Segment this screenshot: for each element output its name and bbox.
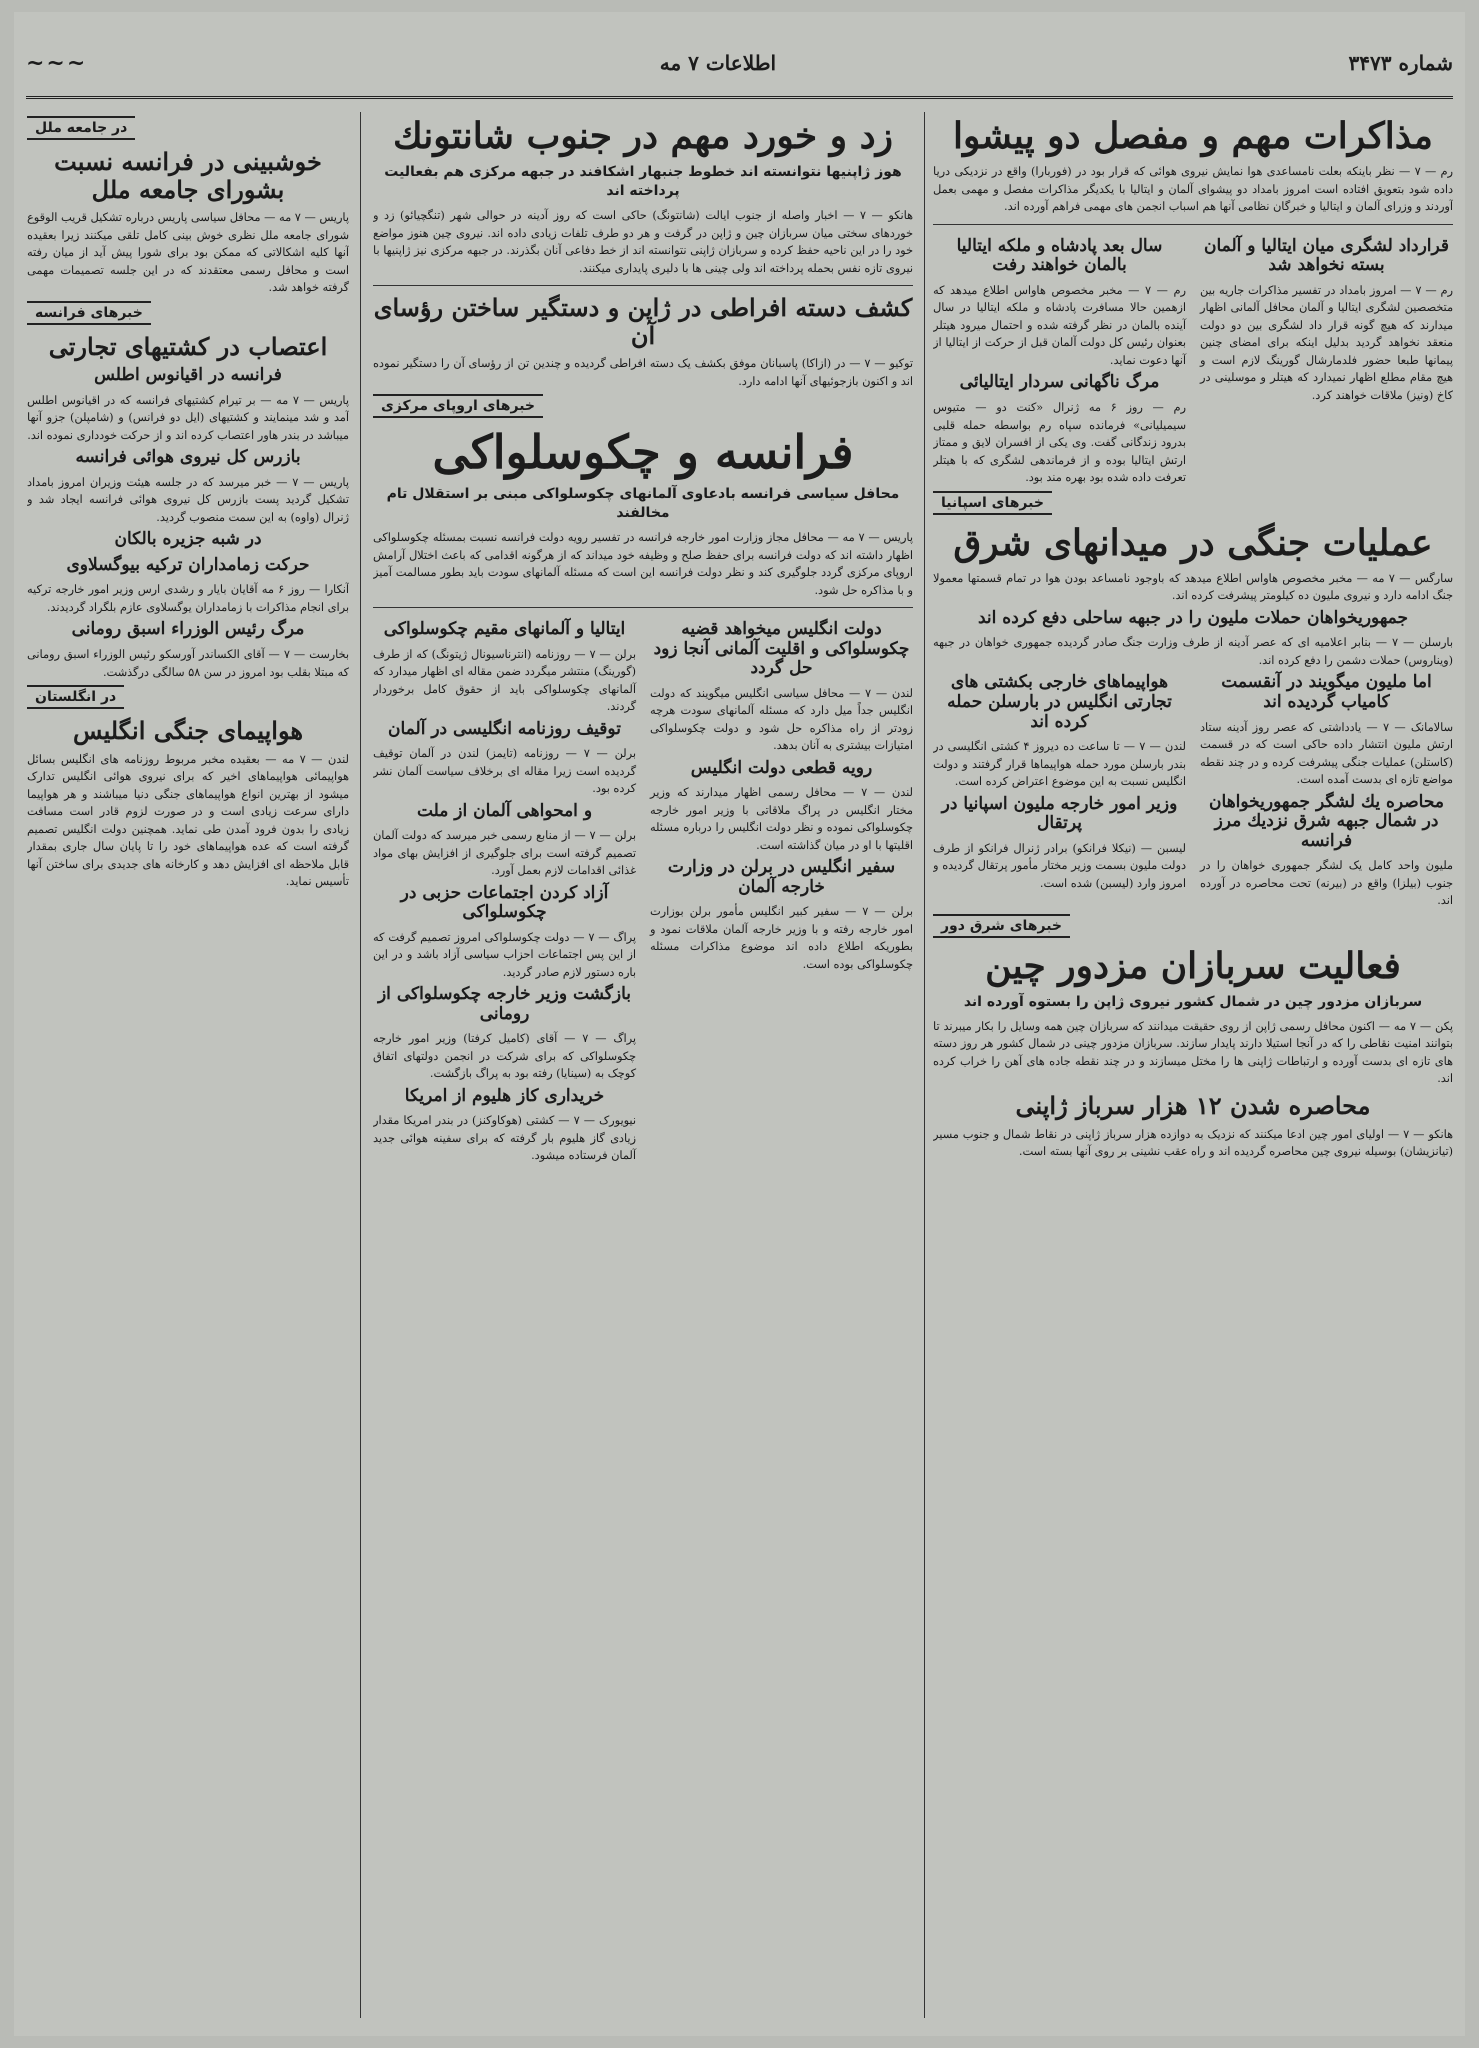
column-right: [933, 112, 1453, 2018]
story-body: برلن — ۷ — روزنامه (انترناسیونال ژیتونگ) که از طرف (گورینگ) منتشر میگردد ضمن مقاله ای اظهار میدارد که آلمانهای چکوسلواکی باید از حقوق کامل برخوردار گردند.: [373, 647, 636, 714]
divider: [373, 607, 913, 608]
headline: آزاد کردن اجتماعات حزبی در چکوسلواکی: [400, 882, 609, 923]
story-body: بخارست — ۷ — آقای الکساندر آورسکو رئیس الوزراء اسبق رومانی که مبتلا بقلب بود امروز در سن ۵۸ سالگی درگذشت.: [27, 648, 349, 679]
divider: [933, 224, 1453, 225]
story-body: پاریس — ۷ مه — بر تیرام کشتیهای فرانسه که در اقیانوس اطلس آمد و شد مینمایند و کشتیهای (ایل دو فرانس) و (شامپلن) جزو آنها میباشد در بندر هاور اعتصاب کرده اند و از حرکت خودداری نموده اند.: [27, 393, 349, 442]
headline: قرارداد لشگری میان ایتالیا و آلمان بسته نخواهد شد: [1203, 235, 1450, 276]
column-rule: [924, 112, 925, 2018]
story-body: رم — ۷ — امروز بامداد در تفسیر مذاکرات جاریه بین متخصصین لشگری ایتالیا و آلمان محافل آلمانی اظهار میدارند که هیچ گونه قرار داد لشگری بین دو دولت منعقد نخواهد گردید بدلیل اینکه برای امضای چنین پیمانها طبعا حضور فلدمارشال گورینگ لازم است و هیچ مقام مطلع اظهار نمیدارد که هیتلر و موسلینی در کاخ (ونیز) ملاقات خواهند کرد.: [1200, 283, 1453, 402]
divider: [373, 285, 913, 286]
kicker: سربازان مزدور چین در شمال کشور نیروی ژاپن را بستوه آورده اند: [963, 994, 1423, 1011]
headline: فعالیت سربازان مزدور چین: [985, 944, 1401, 987]
story-body: لندن — ۷ — تا ساعت ده دیروز ۴ کشتی انگلیسی در بندر بارسلن مورد حمله هواپیماها قرار گرفتند و دولت انگلیس نسبت به این موضوع اعتراض کرده است.: [933, 740, 1186, 789]
headline: فرانسه و چکوسلواکی: [432, 425, 854, 480]
headline: خریداری کاز هلیوم از امریکا: [404, 1085, 605, 1106]
section-tag-france: خبرهای فرانسه: [27, 301, 151, 325]
story-body: برلن — ۷ — سفیر کبیر انگلیس مأمور برلن بوزارت امور خارجه رفته و با وزیر خارجه آلمان ملاقات نمود و بطوریکه اطلاع داده اند موضوع مذاکرات مسئله چکوسلواکی بوده است.: [650, 905, 913, 971]
section-tag-spain: خبرهای اسپانیا: [933, 491, 1052, 515]
headline: عملیات جنگی در میدانهای شرق: [953, 521, 1433, 564]
story-body: پاریس — ۷ — خبر میرسد که در جلسه هیئت وزیران امروز بامداد تشکیل گردید پست بازرس کل نیروی هوائی فرانسه ایجاد شد و ژنرال (واوه) به این سمت منصوب گردید.: [27, 475, 349, 524]
story-body: هانکو — ۷ — اولیای امور چین ادعا میکنند که نزدیک به دوازده هزار سرباز ژاپنی در نقاط شمال و جنوب مسیر (تیانزیشان) بوسیله نیروی چین محاصره گردیده اند و راه عقب نشینی بر روی آنها بسته است.: [933, 1127, 1453, 1159]
headline: جمهوریخواهان حملات ملیون را در جبهه ساحلی دفع کرده اند: [978, 607, 1408, 628]
story-body: نیویورک — ۷ — کشتی (هوکاوکنز) در بندر امریکا مقدار زیادی گاز هلیوم بار گرفته که برای سفینه هوائی جدید آلمان فرستاده میشود.: [373, 1114, 636, 1163]
headline: کشف دسته افراطی در ژاپن و دستگیر ساختن رؤسای آن: [373, 293, 913, 350]
issue-number: شماره ۳۴۷۳: [1348, 51, 1453, 75]
story-row: [373, 616, 913, 1165]
headline: محاصره یك لشگر جمهوریخواهان در شمال جبهه شرق نزدیك مرز فرانسه: [1209, 791, 1444, 851]
paper-name-date: اطلاعات ۷ مه: [659, 51, 777, 75]
headline: زد و خورد مهم در جنوب شانتونك: [392, 115, 894, 157]
story-body: هانکو — ۷ — اخبار واصله از جنوب ایالت (شانتونگ) حاکی است که روز آدینه در حوالی شهر (تنگچیائو) زد و خوردهای سختی میان سربازان چین و ژاپن در گرفت و هر دو طرف تلفات زیادی داده اند. نیروی چین هنوز مواضع خود را در این ناحیه حفظ کرده و سربازان ژاپنی نتوانسته اند از خط دفاعی آنان بگذرند. در جبهه مرکزی نیز ژاپنیها با نیروی تازه نفس بحمله پرداخته اند ولی چینی ها با دلیری پایداری میکنند.: [373, 209, 913, 275]
story-leaders-talks: [933, 116, 1453, 216]
column-middle: [373, 112, 913, 2018]
story-body: رم — ۷ — مخبر مخصوص هاواس اطلاع میدهد که ازهمین حالا مسافرت پادشاه و ملکه ایتالیا در سال آینده بالمان در نظر گرفته شده و احتمال میرود هیتلر بعنوان رئیس کل دولت آلمان قبل از حرکت از ایتالیا از آنها دعوت نماید.: [933, 283, 1186, 367]
headline: مذاکرات مهم و مفصل دو پیشوا: [953, 115, 1433, 157]
story-body: بارسلن — ۷ — بنابر اعلامیه ای که عصر آدینه از طرف وزارت جنگ صادر گردیده جمهوری خواهان در جبهه (ویناروس) حملات دشمن را دفع کرده اند.: [933, 636, 1453, 667]
headline: رویه قطعی دولت انگلیس: [690, 757, 873, 778]
story-body: پراگ — ۷ — آقای (کامیل کرفتا) وزیر امور خارجه چکوسلواکی که برای شرکت در انجمن دولتهای اتفاق کوچک به (سینایا) رفته بود به پراگ بازگشت.: [373, 1032, 637, 1081]
story-body: سالامانک — ۷ — یادداشتی که عصر روز آدینه ستاد ارتش ملیون انتشار داده حاکی است که در قسمت (کاستلن) عملیات جنگی پیشرفت کرده و در چند نقطه مواضع تازه ای بدست آمده است.: [1200, 720, 1453, 787]
headline: دولت انگلیس میخواهد قضیه چکوسلواکی و اقلیت آلمانی آنجا زود حل گردد: [653, 619, 910, 679]
headline: فرانسه در اقیانوس اطلس: [94, 365, 282, 386]
headline: حرکت زمامداران ترکیه بیوگسلاوی: [66, 554, 310, 575]
headline: محاصره شدن ۱۲ هزار سرباز ژاپنی: [1015, 1090, 1371, 1120]
headline: مرگ ناگهانی سردار ایتالیائی: [959, 372, 1160, 393]
masthead: [26, 30, 1453, 99]
story-body: پاریس — ۷ مه — محافل مجاز وزارت امور خارجه فرانسه در تفسیر رویه دولت فرانسه نسبت بمسئله چکوسلواکی اظهار داشته اند که دولت فرانسه برای حفظ صلح و وظیفه خود میداند که از هرگونه اقدامی که باعث اختلال آرامش اروپای مرکزی گردد جلوگیری کند و نظر دولت فرانسه این است که مسئله آلمانهای سودت باید بطور مسالمت آمیز و با مذاکره حل شود.: [373, 531, 913, 597]
story-body: رم — ۷ — نظر باینکه بعلت نامساعدی هوا نمایش نیروی هوائی که قرار بود در (فوربارا) واقع در نزدیکی دریا داده شود بتعویق افتاده است امروز بامداد دو پیشوای آلمان و ایتالیا با یکدیگر مذاکرات مفصل و مهمی بعمل آوردند و وزرای آلمان و ایتالیا و خبرگان نظامی آنها هم اسباب انجمن های مهمی فراهم آورده اند.: [933, 165, 1453, 214]
newspaper-page: [14, 12, 1465, 2036]
headline: خوشبینی در فرانسه نسبت بشورای جامعه ملل: [54, 147, 322, 204]
story-body: لندن — ۷ — محافل سیاسی انگلیس میگویند که دولت انگلیس جداً میل دارد که مسئله آلمانهای سودت هرچه زودتر از راه مذاکره حل شود و دولت چکوسلواکی امتیازات بیشتری به آنان بدهد.: [650, 686, 913, 753]
column-left: [27, 112, 349, 2018]
section-tag-far-east: خبرهای شرق دور: [933, 914, 1070, 938]
headline: بازگشت وزیر خارجه چکوسلواکی از رومانی: [377, 984, 632, 1024]
story-body: برلن — ۷ — روزنامه (تایمز) لندن در آلمان توقیف گردیده است زیرا مقاله ای برخلاف سیاست آلمان نشر کرده بود.: [373, 747, 637, 796]
story-body: ملیون واحد کامل یک لشگر جمهوری خواهان را در جنوب (بیلزا) واقع در (بیرنه) تحت محاصره در آورده اند.: [1200, 859, 1453, 908]
headline: توقیف روزنامه انگلیسی در آلمان: [388, 718, 621, 739]
story-body: برلن — ۷ — از منابع رسمی خبر میرسد که دولت آلمان تصمیم گرفته است برای جلوگیری از افزایش بهای مواد غذائی اقدامات لازم بعمل آورد.: [373, 829, 636, 878]
headline: مرگ رئیس الوزراء اسبق رومانی: [71, 619, 305, 640]
story-body: رم — روز ۶ مه ژنرال «کنت دو — متیوس سیمیلیانی» فرمانده سپاه رم بواسطه حمله قلبی بدرود زندگانی گفت. وی یکی از افسران لایق و ممتاز ارتش ایتالیا بوده و از فرماندهی لشگری که با هیتلر تعرفت داده شده بود بهره مند بود.: [933, 401, 1186, 485]
story-row: [933, 233, 1453, 487]
kicker: هوز ژاپنیها نتوانسته اند خطوط جنبهار اشکافند در جبهه مرکزی هم بفعالیت پرداخته اند: [384, 164, 902, 200]
story-body: پراگ — ۷ — دولت چکوسلواکی امروز تصمیم گرفت که از این پس اجتماعات احزاب سیاسی آزاد باشد و در این باره دستور لازم صادر گردید.: [373, 930, 636, 979]
headline: ایتالیا و آلمانهای مقیم چکوسلواکی: [383, 619, 626, 640]
headline: سال بعد پادشاه و ملکه ایتالیا بالمان خواهند رفت: [956, 235, 1163, 276]
column-rule: [360, 112, 361, 2018]
story-body: آنکارا — روز ۶ مه آقایان بایار و رشدی ارس وزیر امور خارجه ترکیه برای انجام مذاکرات با زمامداران یوگسلاوی عازم بلگراد گردیدند.: [27, 583, 349, 614]
headline: اما ملیون میگویند در آنقسمت کامیاب گردیده اند: [1221, 672, 1432, 713]
headline: و امحواهی آلمان از ملت: [416, 800, 593, 821]
headline: هواپیمای جنگی انگلیس: [72, 716, 304, 746]
headline: اعتصاب در کشتیهای تجارتی: [48, 331, 328, 361]
headline: در شبه جزیره بالکان: [114, 529, 262, 550]
story-body: لیسبن — (نیکلا فرانکو) برادر ژنرال فرانکو از طرف دولت ملیون بسمت وزیر مختار مأمور پرتقال گردیده و امروز وارد (لیسبن) شده است.: [933, 841, 1186, 890]
story-row: [933, 669, 1453, 909]
story-body: توکیو — ۷ — در (ازاکا) پاسبانان موفق بکشف یک دسته افراطی گردیده و چندین تن از رؤسای آن را دستگیر نموده اند و اکنون بازجوئیهای آنها ادامه دارد.: [373, 357, 913, 388]
kicker: محافل سیاسی فرانسه بادعاوی آلمانهای چکوسلواکی مبنی بر استقلال تام مخالفند: [386, 486, 900, 522]
story-body: پاریس — ۷ مه — محافل سیاسی پاریس درباره تشکیل قریب الوقوع شورای جامعه ملل نظری خوش بینی کامل تلقی میکنند زیرا بعقیده آنها کلیه اشکالاتی که ممکن بود برای شورا پیش آید از میان رفته است و محافل رسمی معتقدند که در این جلسه تصمیمات مهمی گرفته خواهد شد.: [27, 211, 349, 295]
headline: بازرس کل نیروی هوائی فرانسه: [75, 447, 301, 468]
headline: هواپیماهای خارجی بکشتی های تجارتی انگلیس در بارسلن حمله کرده اند: [947, 672, 1172, 732]
story-body: پکن — ۷ مه — اکنون محافل رسمی ژاپن از روی حقیقت میدانند که سربازان چین همه وسایل را بکار میبرند تا بتوانند امنیت نقاطی را که در آنجا استیلا دارند پایدار سازند. سربازان مزدور چینی در شمال کشور هر روز دسته های تازه ای بدست آورده و ارتباطات ژاپنی ها را مختل میسازند و در چند نقطه جاده های آهن را خراب کرده اند.: [933, 1019, 1453, 1086]
story-body: لندن — ۷ — محافل رسمی اظهار میدارند که وزیر مختار انگلیس در پراگ ملاقاتی با وزیر امور خارجه چکوسلواکی نموده و نظر دولت انگلیس را درباره مسئله اقلیتها با او در میان گذاشته است.: [650, 786, 913, 852]
section-tag-central-europe: خبرهای اروپای مرکزی: [373, 394, 543, 418]
headline: وزیر امور خارجه ملیون اسپانیا در پرتقال: [941, 793, 1178, 834]
section-tag-england: در انگلستان: [27, 685, 124, 709]
story-body: لندن — ۷ مه — بعقیده مخبر مربوط روزنامه های انگلیس بسائل هواپیمائی هواپیماهای اخیر که برای نیروی هوائی انگلیس تدارک میشود از بهترین انواع هواپیماهای جنگی دنیا میباشند و هر هواپیما دارای سرعت زیادی است و در صورت لزوم قادر است مسافت زیادی را بدون فرود آمدن طی نماید. همچنین دولت انگلیس تصمیم گرفته است که عده هواپیماهای خود را تا پایان سال جاری بمقدار قابل ملاحظه ای افزایش دهد و کارخانه های جدیدی برای ساختن آنها تأسیس نماید.: [27, 752, 349, 889]
ornament: ~~~: [26, 50, 88, 76]
headline: سفیر انگلیس در برلن در وزارت خارجه آلمان: [667, 857, 896, 897]
story-body: سارگس — ۷ مه — مخبر مخصوص هاواس اطلاع میدهد که باوجود نامساعد بودن هوا در تمام قسمتها معمولا جنگ ادامه دارد و نیروی ملیون ده کیلومتر پیشرفت کرده اند.: [933, 571, 1453, 603]
section-tag-league: در جامعه ملل: [27, 116, 135, 140]
